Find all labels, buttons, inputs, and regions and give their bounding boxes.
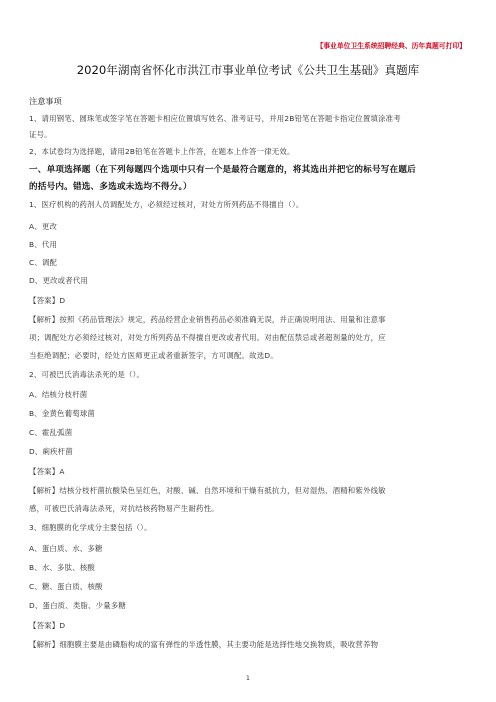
question-1-option-d: D、更改或者代用 (29, 276, 89, 285)
section-heading-line-2: 的括号内。错选、多选或未选均不得分。） (29, 182, 192, 192)
header-tag: 【事业单位卫生系统招聘经典、历年真题可打印】 (316, 42, 466, 50)
question-3-option-b: B、水、多肽、核酸 (29, 563, 95, 572)
question-3-stem: 3、细胞膜的化学成分主要包括（）。 (29, 523, 152, 532)
question-2-option-a: A、结核分枝杆菌 (29, 390, 88, 399)
question-3-analysis-line-1: 【解析】细胞膜主要是由磷脂构成的富有弹性的半透性膜，其主要功能是选择性地交换物质，吸收营养物 (29, 640, 379, 649)
question-3-option-a: A、蛋白质、水、多糖 (29, 544, 103, 553)
section-heading-line-1: 一、单项选择题（在下列每题四个选项中只有一个是最符合题意的，将其选出并把它的标号写在题后 (29, 165, 416, 175)
question-3-answer: 【答案】D (29, 621, 66, 630)
question-2-answer: 【答案】A (29, 467, 65, 476)
notice-item-2: 2、本试卷均为选择题，请用2B铅笔在答题卡上作答，在题本上作答一律无效。 (29, 147, 295, 156)
question-1-analysis-line-2: 项；调配处方必须经过核对，对处方所列药品不得擅自更改或者代用。对由配伍禁忌或者超剂量的处方，应 (29, 333, 386, 342)
question-2-option-c: C、霍乱弧菌 (29, 428, 73, 437)
notice-heading: 注意事项 (29, 96, 62, 106)
question-1-option-c: C、调配 (29, 258, 58, 267)
question-1-option-b: B、代用 (29, 240, 58, 249)
question-2-stem: 2、可被巴氏消毒法杀死的是（）。 (29, 370, 145, 379)
page-number: 1 (245, 674, 251, 682)
question-2-option-d: D、痢疾杆菌 (29, 447, 73, 456)
question-2-option-b: B、金黄色葡萄球菌 (29, 409, 95, 418)
question-1-stem: 1、医疗机构的药剂人员调配处方，必须经过核对，对处方所列药品不得擅自（）。 (29, 200, 304, 209)
question-1-option-a: A、更改 (29, 222, 58, 231)
question-2-analysis-line-2: 感，可被巴氏消毒法杀死，对抗结核药物易产生耐药性。 (29, 504, 219, 513)
question-1-analysis-line-1: 【解析】按照《药品管理法》规定，药品经营企业销售药品必须准确无误，并正确说明用法、用量和注意事 (29, 315, 386, 324)
notice-item-1-line-2: 证号。 (29, 130, 52, 139)
question-3-option-c: C、糖、蛋白质、核酸 (29, 582, 103, 591)
question-1-answer: 【答案】D (29, 296, 66, 305)
question-3-option-d: D、蛋白质、类脂、少量多糖 (29, 601, 126, 610)
question-1-analysis-line-3: 当拒绝调配；必要时，经处方医师更正或者重新签字，方可调配。故选D。 (29, 351, 278, 360)
page-title: 2020年湖南省怀化市洪江市事业单位考试《公共卫生基础》真题库 (76, 63, 420, 77)
question-2-analysis-line-1: 【解析】结核分枝杆菌抗酸染色呈红色，对酸、碱、自然环境和干燥有抵抗力，但对湿热、酒精和紫外线敏 (29, 486, 386, 495)
notice-item-1-line-1: 1、请用钢笔、圆珠笔或签字笔在答题卡相应位置填写姓名、准考证号，并用2B铅笔在答题卡指定位置填涂准考 (29, 114, 401, 123)
